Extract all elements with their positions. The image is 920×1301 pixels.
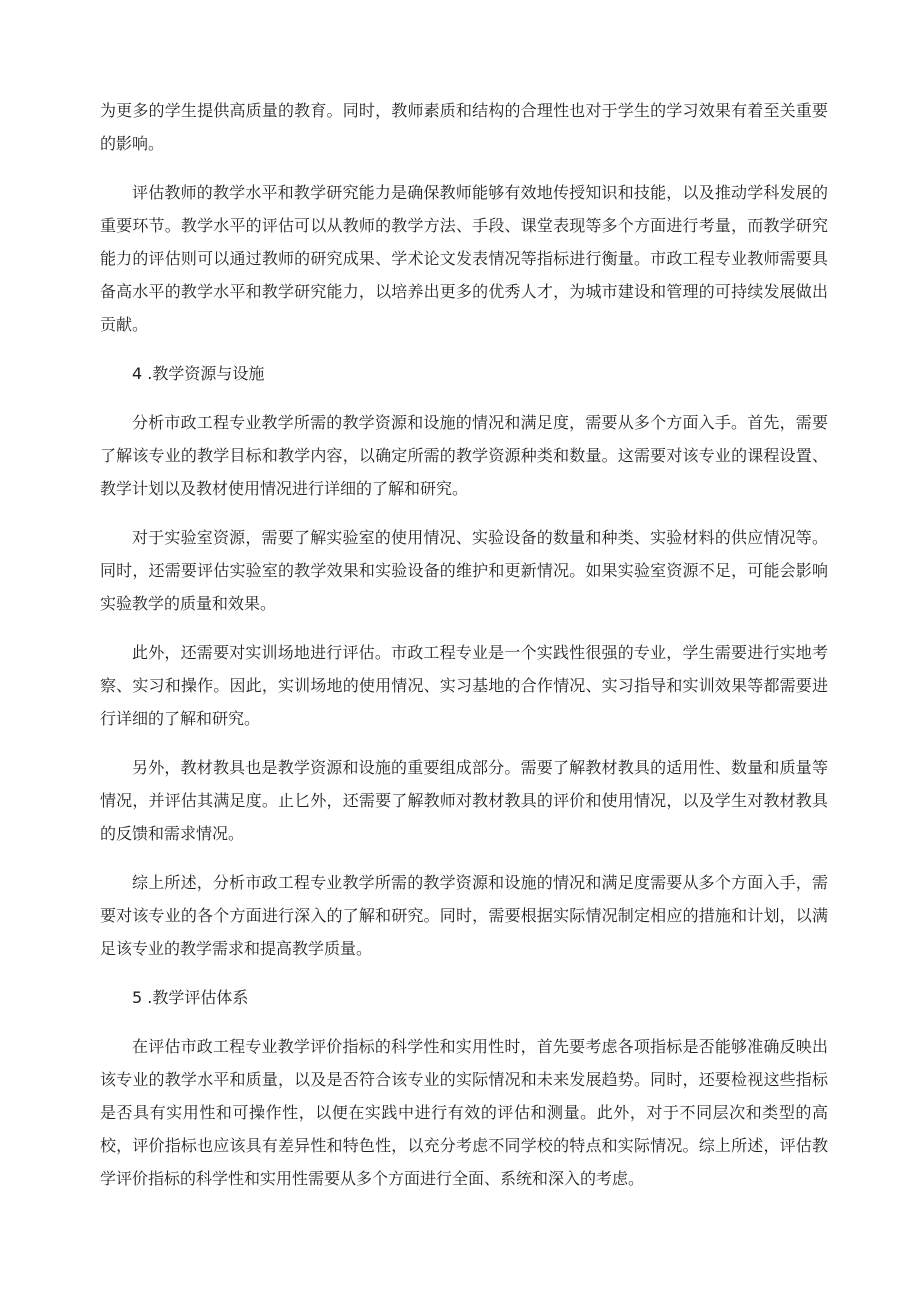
paragraph-resources-summary: 综上所述，分析市政工程专业教学所需的教学资源和设施的情况和满足度需要从多个方面入手，需要对该专业的各个方面进行深入的了解和研究。同时，需要根据实际情况制定相应的措施和计划，以满足该专业的教学需求和提高教学质量。 xyxy=(100,873,828,958)
paragraph-resources-intro: 分析市政工程专业教学所需的教学资源和设施的情况和满足度，需要从多个方面入手。首先，需要了解该专业的教学目标和教学内容，以确定所需的教学资源种类和数量。这需要对该专业的课程设置、教学计划以及教材使用情况进行详细的了解和研究。 xyxy=(100,413,828,498)
paragraph-lab-resources: 对于实验室资源，需要了解实验室的使用情况、实验设备的数量和种类、实验材料的供应情况等。同时，还需要评估实验室的教学效果和实验设备的维护和更新情况。如果实验室资源不足，可能会影响实验教学的质量和效果。 xyxy=(100,528,828,613)
paragraph-teaching-materials: 另外，教材教具也是教学资源和设施的重要组成部分。需要了解教材教具的适用性、数量和质量等情况，并评估其满足度。止匕外，还需要了解教师对教材教具的评价和使用情况，以及学生对教材教具的反馈和需求情况。 xyxy=(100,758,828,843)
document-body xyxy=(100,94,828,1211)
paragraph-teacher-evaluation: 评估教师的教学水平和教学研究能力是确保教师能够有效地传授知识和技能，以及推动学科发展的重要环节。教学水平的评估可以从教师的教学方法、手段、课堂表现等多个方面进行考量，而教学研究能力的评估则可以通过教师的研究成果、学术论文发表情况等指标进行衡量。市政工程专业教师需要具备高水平的教学水平和教学研究能力，以培养出更多的优秀人才，为城市建设和管理的可持续发展做出贡献。 xyxy=(100,183,828,334)
paragraph-training-site: 此外，还需要对实训场地进行评估。市政工程专业是一个实践性很强的专业，学生需要进行实地考察、实习和操作。因此，实训场地的使用情况、实习基地的合作情况、实习指导和实训效果等都需要进行详细的了解和研究。 xyxy=(100,643,828,728)
section-heading-4: 4 .教学资源与设施 xyxy=(132,364,265,383)
section-heading-5: 5 .教学评估体系 xyxy=(132,988,249,1007)
paragraph-evaluation-system: 在评估市政工程专业教学评价指标的科学性和实用性时，首先要考虑各项指标是否能够准确反映出该专业的教学水平和质量，以及是否符合该专业的实际情况和未来发展趋势。同时，还要检视这些指标是否具有实用性和可操作性，以便在实践中进行有效的评估和测量。此外，对于不同层次和类型的高校，评价指标也应该具有差异性和特色性，以充分考虑不同学校的特点和实际情况。综上所述，评估教学评价指标的科学性和实用性需要从多个方面进行全面、系统和深入的考虑。 xyxy=(100,1037,828,1188)
paragraph-continuation: 为更多的学生提供高质量的教育。同时，教师素质和结构的合理性也对于学生的学习效果有着至关重要的影响。 xyxy=(100,101,828,153)
